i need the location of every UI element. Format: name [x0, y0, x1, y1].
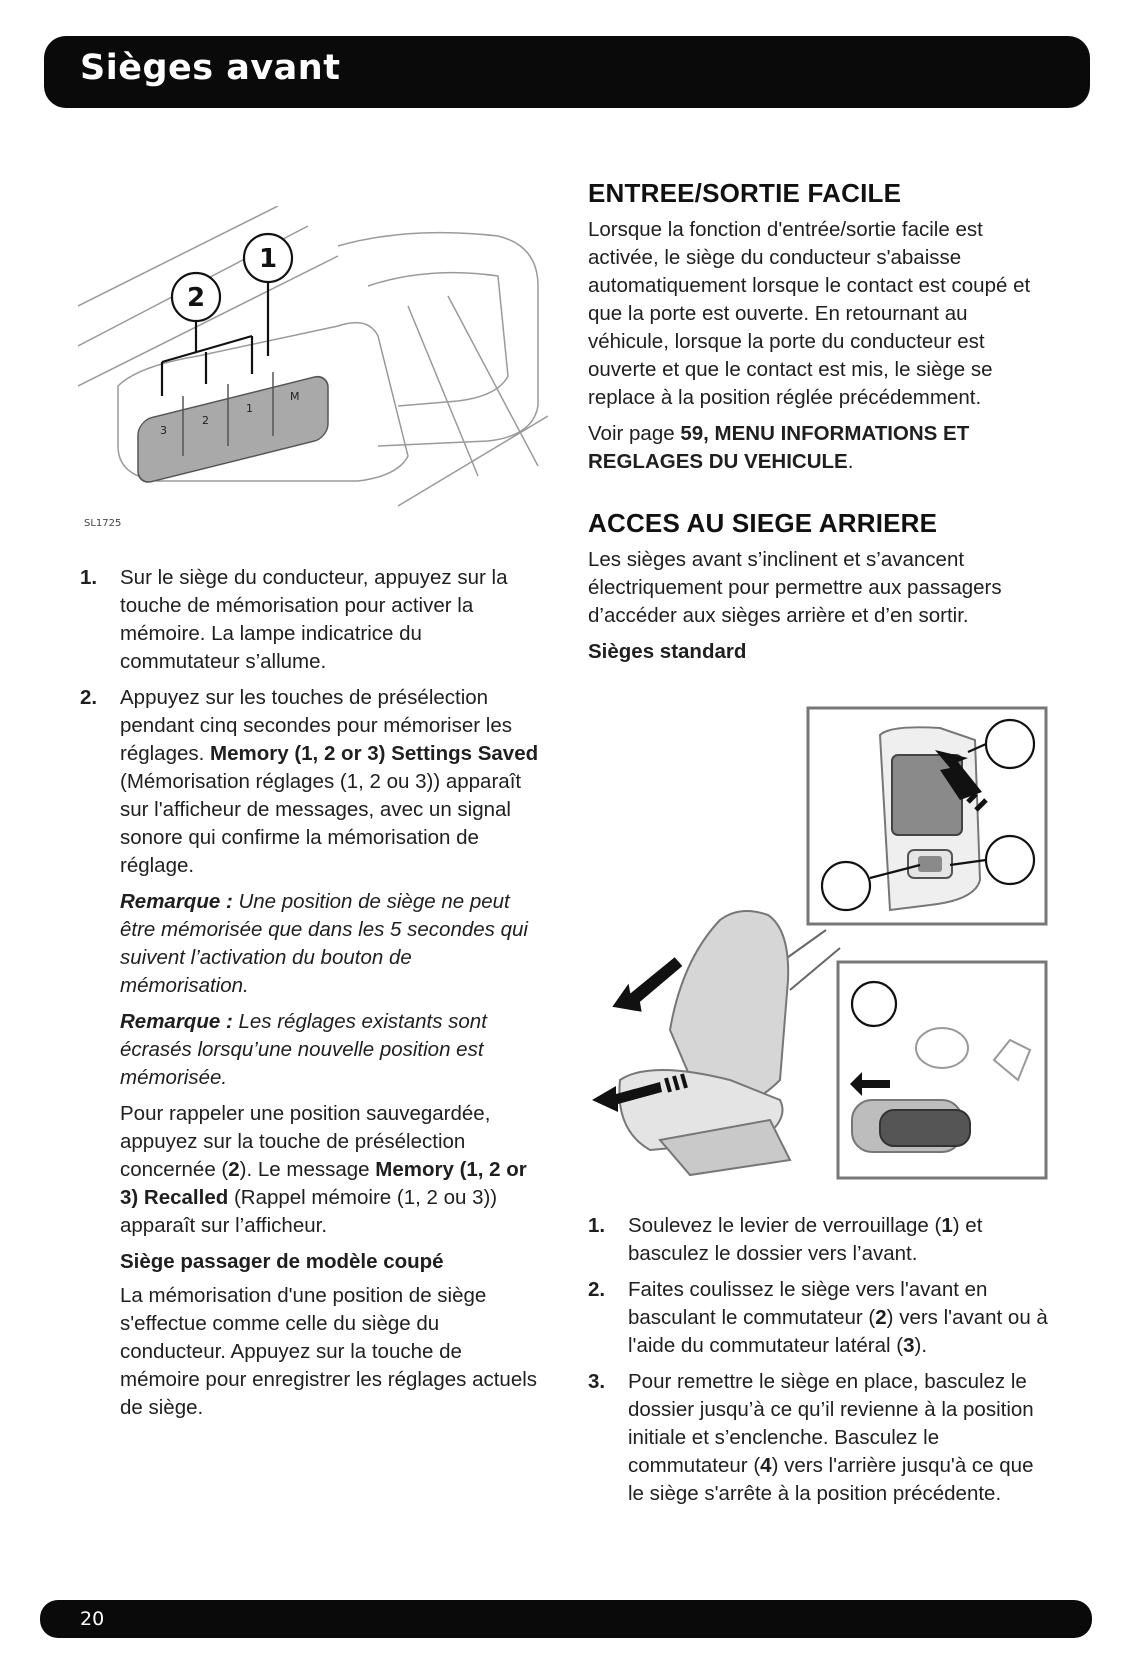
- note: [120, 1008, 540, 1092]
- right-column: [588, 176, 1048, 672]
- button-label-m: M: [290, 390, 300, 403]
- list-text: Pour remettre le siège en place, basculez le dossier jusqu’à ce qu’il revienne à la position initiale et s’enclenche. Basculez le commutateur (: [628, 1370, 1034, 1477]
- recall-text: Pour rappeler une position sauvegardée, appuyez sur la touche de présélection concernée (: [120, 1102, 491, 1181]
- list-item: [80, 684, 540, 880]
- note-label: Remarque :: [120, 890, 233, 913]
- callout-ref: 1: [941, 1214, 953, 1237]
- left-column: [80, 564, 540, 1430]
- section-heading-acces: ACCES AU SIEGE ARRIERE: [588, 508, 938, 538]
- seat-access-illustration: [590, 700, 1050, 1190]
- list-number: 3.: [588, 1370, 606, 1393]
- callout-ref: 3: [903, 1334, 915, 1357]
- page-title: Sièges avant: [80, 48, 341, 88]
- list-text: Soulevez le levier de verrouillage (: [628, 1214, 942, 1237]
- callout-ref: 4: [760, 1454, 772, 1477]
- button-label-2: 2: [202, 414, 209, 427]
- recall-paragraph: [120, 1100, 540, 1240]
- standard-seats-heading: Sièges standard: [588, 640, 747, 663]
- note: [120, 888, 540, 1000]
- coupe-heading: Siège passager de modèle coupé: [120, 1250, 444, 1273]
- list-item: [588, 1276, 1048, 1360]
- ref-suffix: .: [847, 450, 854, 473]
- figure-code: SL1725: [84, 518, 122, 529]
- message-text: Memory (1, 2 or 3) Recalled: [120, 1158, 527, 1209]
- list-item: [588, 1212, 1048, 1268]
- list-text: ) vers l'avant ou à l'aide du commutateur latéral (: [628, 1306, 1048, 1357]
- memory-buttons-illustration: [78, 206, 548, 536]
- list-number: 2.: [80, 686, 98, 709]
- button-label-1: 1: [246, 402, 253, 415]
- seat-access-figure: [590, 700, 1050, 1190]
- callout-ref: 2: [875, 1306, 887, 1329]
- list-item: [80, 564, 540, 676]
- entree-paragraph: Lorsque la fonction d'entrée/sortie facile est activée, le siège du conducteur s'abaisse automatiquement lorsque le contact est coupé et que la porte est ouverte. En retournant au véhicule, lorsque la porte du conducteur est ouverte et que le contact est mis, le siège se replace à la position réglée précédemment.: [588, 218, 1031, 409]
- cross-reference: [588, 420, 1048, 476]
- list-text: (Mémorisation réglages (1, 2 ou 3)) apparaît sur l'afficheur de messages, avec un signal sonore qui confirme la mémorisation de réglage.: [120, 770, 522, 877]
- list-text: ) et basculez le dossier vers l’avant.: [628, 1214, 983, 1265]
- note-text: Une position de siège ne peut être mémorisée que dans les 5 secondes qui suivent l’activation du bouton de mémorisation.: [120, 890, 528, 997]
- recall-text: ). Le message: [239, 1158, 376, 1181]
- message-text: Memory (1, 2 or 3) Settings Saved: [210, 742, 539, 765]
- list-number: 1.: [588, 1214, 606, 1237]
- button-label-3: 3: [160, 424, 167, 437]
- recall-text: (Rappel mémoire (1, 2 ou 3)) apparaît sur l’afficheur.: [120, 1186, 498, 1237]
- list-text: ).: [914, 1334, 928, 1357]
- section-heading-entree: ENTREE/SORTIE FACILE: [588, 178, 902, 208]
- footer-bar: [40, 1600, 1092, 1638]
- access-steps: [588, 1212, 1048, 1516]
- callout-1: 1: [258, 244, 278, 274]
- header-bar: [44, 36, 1090, 108]
- list-number: 1.: [80, 566, 98, 589]
- list-number: 2.: [588, 1278, 606, 1301]
- ref-link[interactable]: 59, MENU INFORMATIONS ET REGLAGES DU VEHICULE: [588, 422, 970, 473]
- ref-prefix: Voir page: [588, 422, 681, 445]
- list-text: Faites coulissez le siège vers l'avant en basculant le commutateur (: [628, 1278, 988, 1329]
- note-label: Remarque :: [120, 1010, 233, 1033]
- memory-buttons-figure: [78, 206, 548, 536]
- page-number: 20: [80, 1608, 105, 1630]
- recall-ref: 2: [228, 1158, 240, 1181]
- acces-paragraph: Les sièges avant s’inclinent et s’avancent électriquement pour permettre aux passagers d’accéder aux sièges arrière et d’en sortir.: [588, 548, 1002, 627]
- callout-2: 2: [186, 283, 206, 313]
- list-text: Appuyez sur les touches de présélection pendant cinq secondes pour mémoriser les réglages.: [120, 686, 512, 765]
- list-item: [588, 1368, 1048, 1508]
- coupe-paragraph: La mémorisation d'une position de siège s'effectue comme celle du siège du conducteur. Appuyez sur la touche de mémoire pour enregistrer les réglages actuels de siège.: [120, 1284, 538, 1419]
- list-text: ) vers l'arrière jusqu'à ce que le siège s'arrête à la position précédente.: [628, 1454, 1034, 1505]
- note-text: Les réglages existants sont écrasés lorsqu’une nouvelle position est mémorisée.: [120, 1010, 487, 1089]
- list-text: Sur le siège du conducteur, appuyez sur la touche de mémorisation pour activer la mémoire. La lampe indicatrice du commutateur s’allume.: [120, 566, 508, 673]
